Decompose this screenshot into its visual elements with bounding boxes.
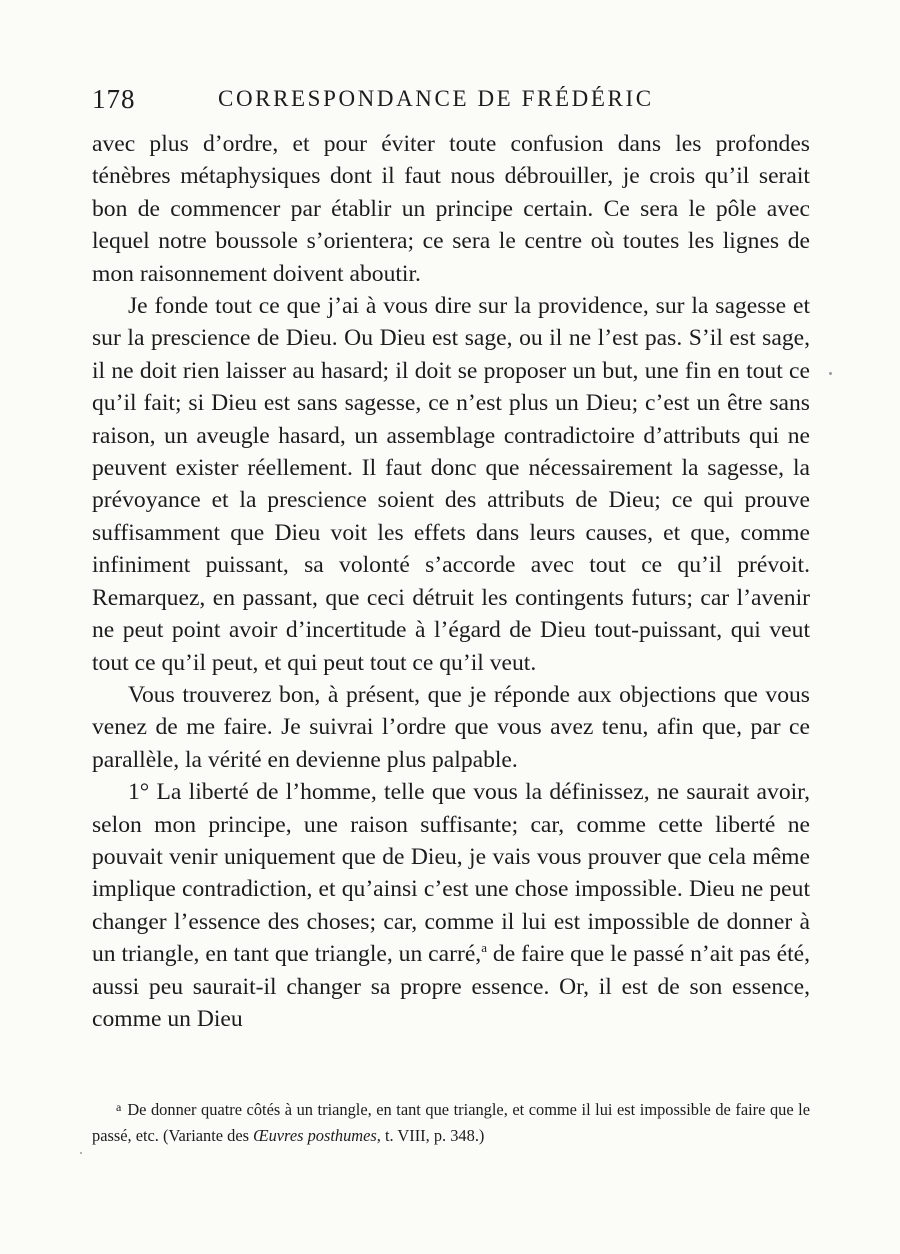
page-number: 178 bbox=[92, 84, 136, 114]
page-header bbox=[92, 84, 808, 124]
footnote-reference[interactable]: a bbox=[481, 940, 487, 956]
paragraph-4 bbox=[92, 776, 810, 1035]
paragraph-3: Vous trouverez bon, à présent, que je réponde aux objections que vous venez de me faire. Je suivrai l’ordre que vous avez tenu, afin que, par ce parallèle, la vérité en devienne plus palpable. bbox=[92, 681, 810, 773]
footnote bbox=[92, 1094, 810, 1149]
footnote-work-title: Œuvres posthumes bbox=[253, 1126, 377, 1145]
paragraph-1: avec plus d’ordre, et pour éviter toute confusion dans les profondes ténèbres métaphysiques dont il faut nous débrouiller, je crois qu’il serait bon de commencer par établir un principe certain. Ce sera le pôle avec lequel notre boussole s’orientera; ce sera le centre où toutes les lignes de mon raisonnement doivent aboutir. bbox=[92, 131, 810, 287]
footnote-text-a: De donner quatre côtés à un triangle, en tant que triangle, et comme il lui est impossible de faire que le passé, etc. (Variante des bbox=[92, 1100, 810, 1145]
paragraph-4-text-a: 1° La liberté de l’homme, telle que vous la définissez, ne saurait avoir, selon mon principe, une raison suffisante; car, comme cette liberté ne pouvait venir uniquement que de Dieu, je vais vous prouver que cela même implique contradiction, et qu’ainsi c’est une chose impossible. Dieu ne peut changer l’essence des choses; car, comme il lui est impossible de donner à un triangle, en tant que triangle, un carré, bbox=[92, 779, 810, 968]
running-title: CORRESPONDANCE DE FRÉDÉRIC bbox=[218, 86, 654, 111]
paper-speck bbox=[829, 372, 832, 375]
footnote-marker: a bbox=[116, 1100, 122, 1114]
main-text bbox=[92, 128, 810, 1035]
paragraph-2: Je fonde tout ce que j’ai à vous dire sur la providence, sur la sagesse et sur la prescience de Dieu. Ou Dieu est sage, ou il ne l’est pas. S’il est sage, il ne doit rien laisser au hasard; il doit se proposer un but, une fin en tout ce qu’il fait; si Dieu est sans sagesse, ce n’est plus un Dieu; c’est un être sans raison, un aveugle hasard, un assemblage contradictoire d’attributs qui ne peuvent exister réellement. Il faut donc que nécessairement la sagesse, la prévoyance et la prescience soient des attributs de Dieu; ce qui prouve suffisamment que Dieu voit les effets dans leurs causes, et que, comme infiniment puissant, sa volonté s’accorde avec tout ce qu’il prévoit. Remarquez, en passant, que ceci détruit les contingents futurs; car l’avenir ne peut point avoir d’incertitude à l’égard de Dieu tout-puissant, qui veut tout ce qu’il peut, et qui peut tout ce qu’il veut. bbox=[92, 293, 810, 676]
footnote-text-b: , t. VIII, p. 348.) bbox=[376, 1126, 485, 1145]
paper-speck bbox=[80, 1152, 82, 1154]
paragraph-4-text-b: de faire que le passé n’ait pas été, aussi peu saurait-il changer sa propre essence. Or, il est de son essence, comme un Dieu bbox=[92, 941, 811, 1032]
